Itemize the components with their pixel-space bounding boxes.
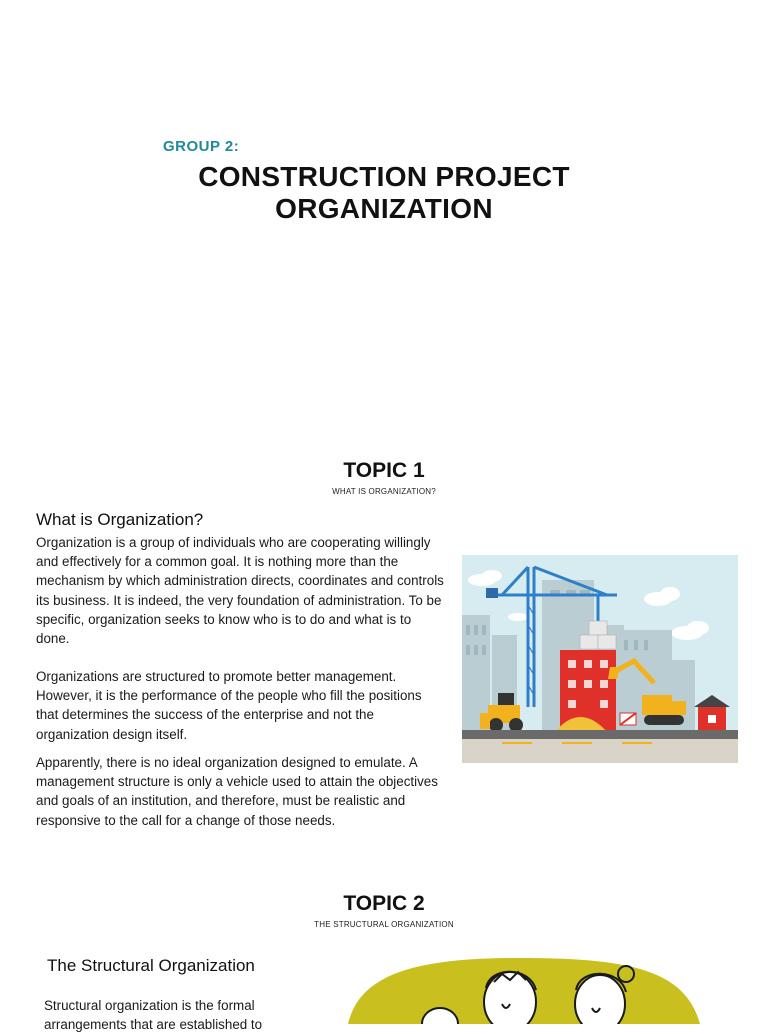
- title-line-2: ORGANIZATION: [275, 193, 493, 224]
- topic-2-subheading: THE STRUCTURAL ORGANIZATION: [314, 920, 454, 929]
- paragraph-2: Organizations are structured to promote better management. However, it is the performance of the people who fill the positions that determines the success of the enterprise and not the organization design itself.: [36, 669, 422, 742]
- page-title: [0, 161, 768, 225]
- crane-counterweight: [486, 588, 498, 598]
- paragraph-structural: Structural organization is the formal arrangements that are established to: [44, 998, 263, 1033]
- section-title-what-is-organization: What is Organization?: [36, 510, 204, 529]
- group-label: GROUP 2:: [163, 138, 240, 155]
- paragraph-3: Apparently, there is no ideal organization designed to emulate. A management structure is only a vehicle used to attain the objectives and goals of an institution, and therefore, must be realistic and responsive to the call for a change of those needs.: [36, 755, 438, 828]
- title-line-1: CONSTRUCTION PROJECT: [198, 161, 570, 192]
- people-illustration: [330, 952, 710, 1024]
- construction-illustration: [462, 555, 738, 763]
- section-title-structural-organization: The Structural Organization: [47, 956, 255, 975]
- barrier-icon: [620, 713, 636, 725]
- topic-1-heading: TOPIC 1: [343, 459, 425, 482]
- road: [462, 730, 738, 739]
- topic-2-heading: TOPIC 2: [343, 892, 425, 915]
- paragraph-1: Organization is a group of individuals who are cooperating willingly and effectively for a common goal. It is nothing more than the mechanism by which administration directs, coordinates and controls its business. It is indeed, the very foundation of administration. To be specific, organization seeks to know who is to do and what is to done.: [36, 535, 444, 647]
- topic-1-subheading: WHAT IS ORGANIZATION?: [332, 487, 436, 496]
